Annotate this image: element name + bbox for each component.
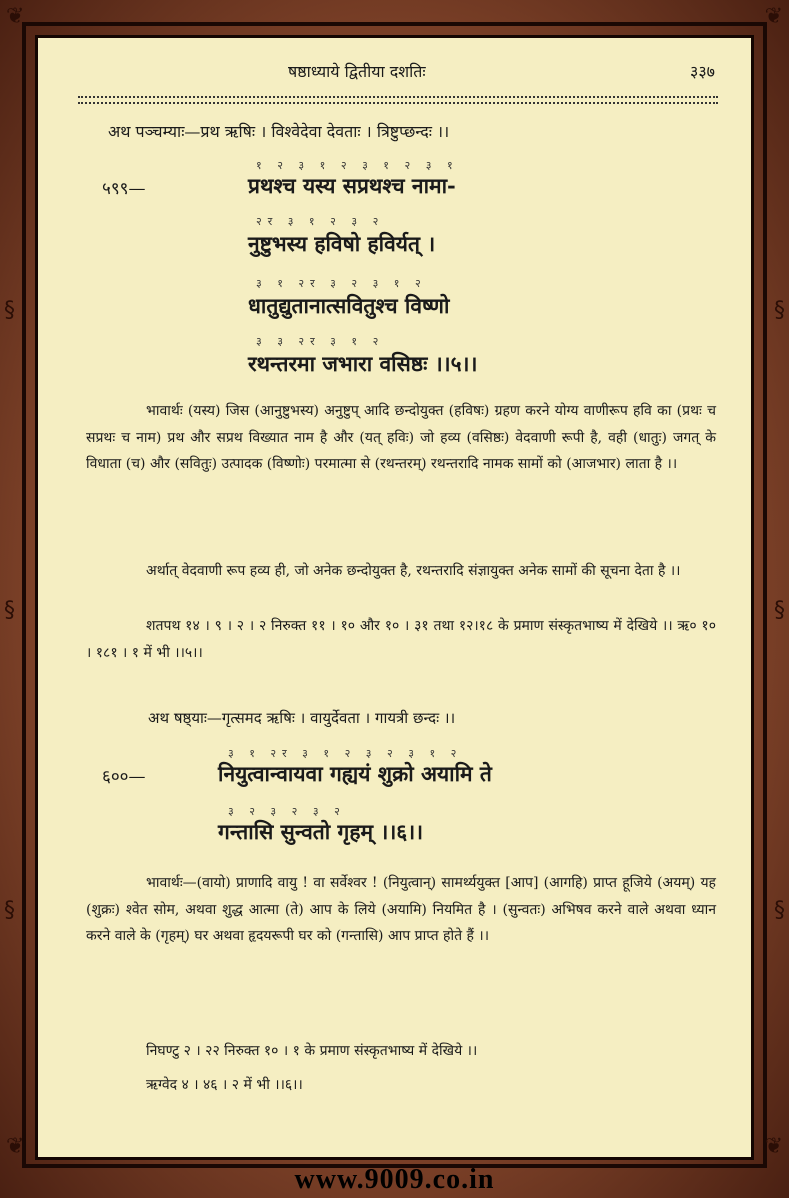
- swirl-ornament-icon: §: [774, 298, 785, 323]
- swirl-ornament-icon: §: [4, 598, 15, 623]
- running-title: षष्ठाध्याये द्वितीया दशतिः: [288, 62, 426, 81]
- page-header: [38, 60, 751, 84]
- reference-note: निघण्टु २ । २२ निरुक्त १० । १ के प्रमाण संस्कृतभाष्य में देखिये ।।: [146, 1043, 478, 1059]
- mantra-line: रथन्तरमा जभारा वसिष्ठः ।।५।।: [248, 351, 478, 376]
- swirl-ornament-icon: ❦: [6, 4, 25, 29]
- bhavartha-paragraph: भावार्थः (यस्य) जिस (आनुष्टुभस्य) अनुष्टुप् आदि छन्दोयुक्त (हविषः) ग्रहण करने योग्य वाणीरूप हवि का (प्रथः च सप्रथः च नाम) प्रथ और सप्रथ विख्यात नाम है और (यत् हविः) जो हव्य (वसिष्ठः) वेदवाणी रूपी है, वही (धातुः) जगत् के विधाता (च) और (सवितुः) उत्पादक (विष्णोः) परमात्मा से (रथन्तरम्) रथन्तरादि नामक सामों को (आजभार) लाता है ।।: [86, 403, 716, 472]
- mantra-line: नियुत्वान्वायवा गह्ययं शुक्रो अयामि ते: [218, 761, 492, 786]
- accent-marks: ३ ३ २र ३ १ २: [256, 335, 385, 348]
- accent-marks: ३ १ २र ३ १ २ ३ २ ३ १ २: [228, 747, 463, 760]
- swirl-ornament-icon: §: [4, 898, 15, 923]
- swirl-ornament-icon: §: [774, 898, 785, 923]
- swirl-ornament-icon: ❦: [764, 1134, 783, 1159]
- reference-note: शतपथ १४ । ९ । २ । २ निरुक्त ११ । १० और १० । ३१ तथा १२।१८ के प्रमाण संस्कृतभाष्य में देखिये ।। ऋ० १० । १८१ । १ में भी ।।५।।: [86, 618, 716, 661]
- bhavartha-paragraph: भावार्थः—(वायो) प्राणादि वायु ! वा सर्वेश्वर ! (नियुत्वान्) सामर्थ्ययुक्त [आप] (आगहि) प्राप्त हूजिये (अयम्) यह (शुक्रः) श्वेत सोम, अथवा शुद्ध आत्मा (ते) आप के लिये (अयामि) नियमित है । (सुन्वतः) अभिषव करने वाले अथवा ध्यान करने वाले के (गृहम्) घर अथवा हृदयरूपी घर को (गन्तासि) आप प्राप्त होते हैं ।।: [86, 875, 716, 944]
- mantra-intro: अथ पञ्चम्याः—प्रथ ऋषिः । विश्वेदेवा देवताः । त्रिष्टुप्छन्दः ।।: [108, 122, 450, 141]
- accent-marks: १ २ ३ १ २ ३ १ २ ३ १: [256, 159, 459, 172]
- mantra-number: ५९९—: [102, 179, 146, 199]
- mantra-line: प्रथश्च यस्य सप्रथश्च नामा-: [248, 173, 456, 198]
- swirl-ornament-icon: §: [774, 598, 785, 623]
- mantra-number: ६००—: [102, 767, 146, 787]
- accent-marks: २र ३ १ २ ३ २: [256, 215, 385, 228]
- mantra-line: धातुद्युतानात्सवितुश्च विष्णो: [248, 293, 450, 318]
- swirl-ornament-icon: §: [4, 298, 15, 323]
- mantra-intro: अथ षष्ठ्याः—गृत्समद ऋषिः । वायुर्देवता । गायत्री छन्दः ।।: [148, 709, 456, 727]
- page-number: ३३७: [690, 62, 715, 81]
- swirl-ornament-icon: ❦: [764, 4, 783, 29]
- mantra-line: गन्तासि सुन्वतो गृहम् ।।६।।: [218, 819, 424, 844]
- swirl-ornament-icon: ❦: [6, 1134, 25, 1159]
- reference-note: ऋग्वेद ४ । ४६ । २ में भी ।।६।।: [146, 1077, 303, 1093]
- scanned-page: [35, 35, 754, 1160]
- accent-marks: ३ १ २र ३ २ ३ १ २: [256, 277, 427, 290]
- mantra-line: नुष्टुभस्य हविषो हविर्यत् ।: [248, 231, 436, 256]
- dotted-divider: [78, 96, 718, 104]
- summary-paragraph: अर्थात् वेदवाणी रूप हव्य ही, जो अनेक छन्दोयुक्त है, रथन्तरादि संज्ञायुक्त अनेक सामों की सूचना देता है ।।: [146, 563, 681, 579]
- accent-marks: ३ २ ३ २ ३ २: [228, 805, 346, 818]
- website-watermark: www.9009.co.in: [294, 1164, 495, 1195]
